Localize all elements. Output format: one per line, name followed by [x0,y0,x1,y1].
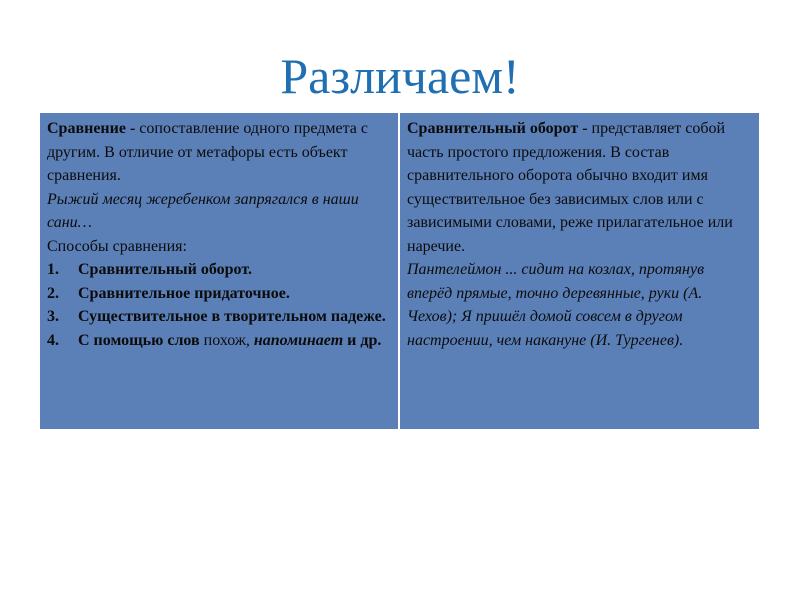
phrase-definition [407,117,753,258]
phrase-term: Сравнительный оборот - [407,120,588,137]
comparison-table [40,113,759,429]
ways-item-text: Сравнительный оборот. [78,261,252,278]
cell-comparative-phrase [400,113,759,429]
ways-list [47,258,392,352]
ways-item-number: 4. [47,331,59,349]
comparison-example: Рыжий месяц жеребенком запрягался в наши сани… [47,190,359,231]
comparison-term: Сравнение - [47,120,136,137]
cell-comparison [40,113,398,429]
ways-item-text: Сравнительное придаточное. [78,284,290,302]
ways-item-suffix: и др. [343,331,382,349]
ways-list-item [47,258,392,282]
ways-item-number: 2. [47,284,59,302]
ways-item-number: 3. [47,308,59,325]
ways-heading: Способы сравнения: [47,237,187,255]
slide-title: Различаем! [280,48,520,104]
ways-item-number: 1. [47,261,59,278]
comparison-definition-text: сопоставление одного предмета с другим. В отличие от метафоры есть объект сравнения. [47,120,369,184]
comparison-definition [47,117,392,188]
ways-list-item [47,305,392,329]
ways-item-word-similar: похож, [203,331,250,349]
ways-list-item [47,282,392,306]
ways-item-prefix: С помощью слов [78,331,204,349]
ways-item-word-reminds: напоминает [253,331,344,349]
phrase-definition-text: представляет собой часть простого предложения. В состав сравнительного оборота обычно входит имя существительное без зависимых слов или с зависимыми словами, реже прилагательное или наречие. [407,120,733,255]
ways-list-item [47,329,392,353]
ways-item-text: Существительное в творительном падеже. [78,308,386,325]
phrase-example: Пантелеймон ... сидит на козлах, протянув вперёд прямые, точно деревянные, руки (А. Чехов); Я пришёл домой совсем в другом настроении, чем накануне (И. Тургенев). [407,261,705,349]
